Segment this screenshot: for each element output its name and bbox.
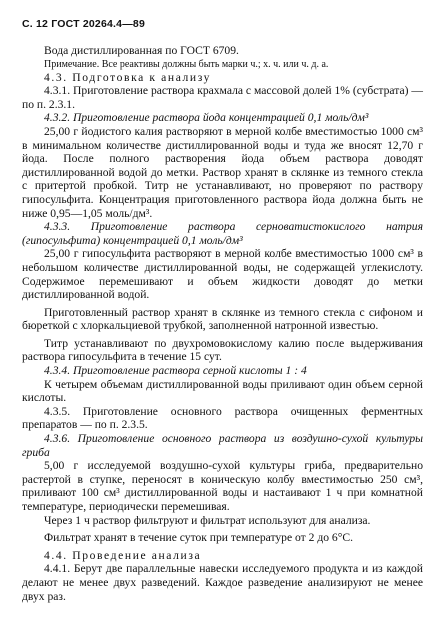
paragraph: 4.3.1. Приготовление раствора крахмала с массовой долей 1% (субстрата) — по п. 2.3.1. bbox=[22, 84, 423, 111]
paragraph: Фильтрат хранят в течение суток при температуре от 2 до 6°С. bbox=[44, 531, 353, 545]
paragraph: 4.3.4. Приготовление раствора серной кислоты 1 : 4 bbox=[44, 364, 307, 378]
paragraph: 25,00 г гипосульфита растворяют в мерной колбе вместимостью 1000 см³ в небольшом количестве дистиллированной воды, не содержащей углекислоту. Содержимое перемешивают и объем жидкости доводят до метки дистиллированной водой. bbox=[22, 247, 423, 302]
paragraph: Титр устанавливают по двухромовокислому калию после выдерживания раствора гипосульфита в течение 15 сут. bbox=[22, 336, 423, 364]
paragraph: 5,00 г исследуемой воздушно-сухой культуры гриба, предварительно растертой в ступке, переносят в коническую колбу вместимостью 250 см³, приливают 100 см³ дистиллированной воды и настаивают 1 ч при комнатной температуре, периодически перемешивая. bbox=[22, 459, 423, 513]
paragraph: 4.3.3. Приготовление раствора серноватистокислого натрия (гипосульфита) концентрацией 0,1 моль/дм³ bbox=[22, 220, 423, 247]
paragraph: Вода дистиллированная по ГОСТ 6709. bbox=[44, 44, 239, 57]
paragraph: 4.3.2. Приготовление раствора йода концентрацией 0,1 моль/дм³ bbox=[44, 111, 369, 125]
paragraph: Приготовленный раствор хранят в склянке из темного стекла с сифоном и бюреткой с хлоркальциевой трубкой, заполненной натронной известью. bbox=[22, 305, 423, 333]
page-header: С. 12 ГОСТ 20264.4—89 bbox=[22, 18, 145, 30]
paragraph: 4.4. Проведение анализа bbox=[44, 548, 202, 562]
paragraph: К четырем объемам дистиллированной воды приливают один объем серной кислоты. bbox=[22, 377, 423, 405]
paragraph: 4.3.6. Приготовление основного раствора из воздушно-сухой культуры гриба bbox=[22, 432, 423, 459]
paragraph: 4.4.1. Берут две параллельные навески исследуемого продукта и из каждой делают не менее двух разведений. Каждое разведение анализируют не менее двух раз. bbox=[22, 562, 423, 603]
paragraph: 25,00 г йодистого калия растворяют в мерной колбе вместимостью 1000 см³ в минимальном количестве дистиллированной воды и туда же вносят 12,70 г йода. После полного растворения йода объем раствора доводят дистиллированной водой до метки. Раствор хранят в склянке из темного стекла с притертой пробкой. Титр не устанавливают, но проверяют по раствору гипосульфита. Концентрация приготовленного раствора йода должна быть не ниже 0,95—1,05 моль/дм³. bbox=[22, 124, 423, 220]
document-body bbox=[22, 44, 423, 603]
paragraph: 4.3.5. Приготовление основного раствора очищенных ферментных препаратов — по п. 2.3.5. bbox=[22, 404, 423, 432]
paragraph: 4.3. Подготовка к анализу bbox=[44, 70, 212, 84]
paragraph: Через 1 ч раствор фильтруют и фильтрат используют для анализа. bbox=[44, 513, 371, 527]
paragraph: Примечание. Все реактивы должны быть марки ч.; х. ч. или ч. д. а. bbox=[44, 58, 329, 70]
